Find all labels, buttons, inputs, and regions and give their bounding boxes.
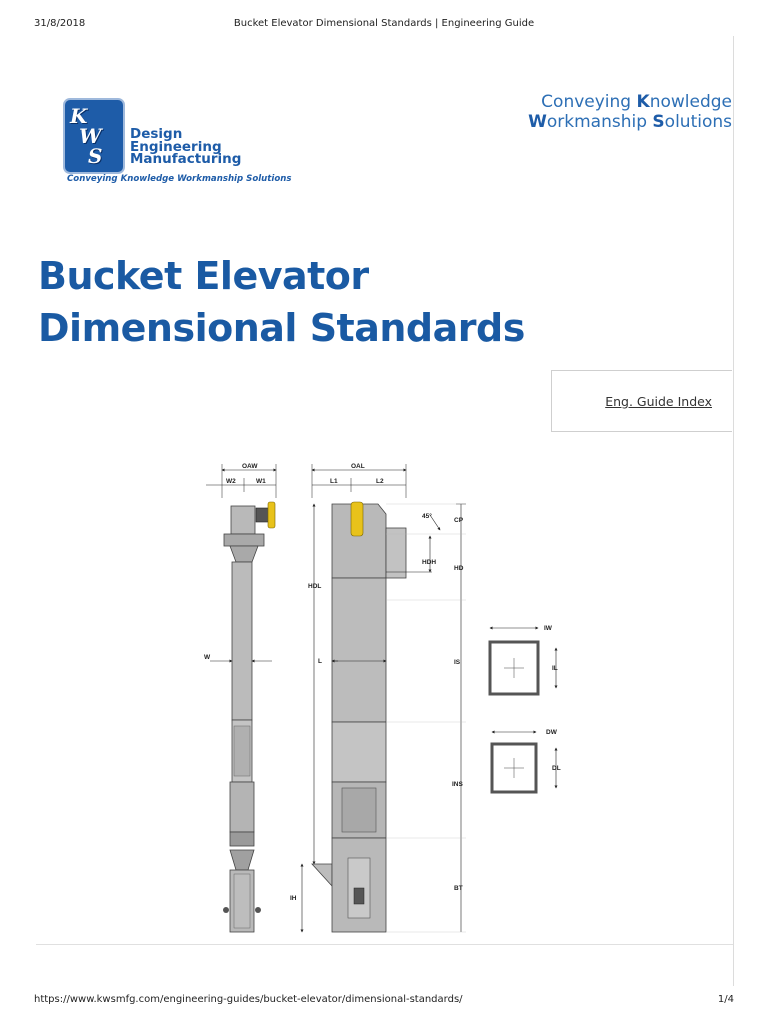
inlet-cross-section: [490, 625, 558, 694]
side-view: [223, 502, 275, 932]
drive-motor: [351, 502, 363, 536]
label-dw: DW: [546, 729, 557, 736]
label-hdl: HDL: [308, 583, 322, 590]
page-title-line-2: Dimensional Standards: [38, 306, 525, 350]
print-page-number: 1/4: [717, 994, 734, 1005]
tagline-line-2: Workmanship Solutions: [528, 112, 732, 132]
inlet-chute: [312, 864, 332, 886]
inspection-section: [332, 722, 386, 782]
label-oaw: OAW: [242, 463, 258, 470]
label-bt: BT: [454, 885, 463, 892]
label-dl: DL: [552, 765, 561, 772]
content-bottom-rule: [36, 944, 733, 945]
label-w: W: [204, 654, 211, 661]
label-l2: L2: [376, 478, 384, 485]
intermediate-section: [332, 578, 386, 722]
print-header: [34, 18, 734, 32]
kws-badge: [63, 98, 125, 174]
label-w2: W2: [226, 478, 236, 485]
label-il: IL: [552, 665, 558, 672]
label-is: IS: [454, 659, 461, 666]
bucket-elevator-drawing: [196, 458, 576, 938]
logo-word-manufacturing: Manufacturing: [130, 151, 242, 167]
kws-monogram: K W S: [70, 104, 102, 168]
guide-index-box: [551, 370, 732, 432]
label-l: L: [318, 658, 322, 665]
print-footer: [34, 994, 734, 1008]
print-page-title: Bucket Elevator Dimensional Standards | Engineering Guide: [233, 18, 535, 29]
print-date: 31/8/2018: [34, 18, 86, 29]
front-view: [312, 502, 406, 932]
page-title-line-1: Bucket Elevator: [38, 254, 369, 298]
logo-word-design: Design: [130, 126, 183, 142]
site-tagline: [528, 92, 732, 132]
logo-tagline: Conveying Knowledge Workmanship Solutions: [67, 174, 292, 184]
tagline-line-1: Conveying Knowledge: [541, 92, 732, 112]
page-title: [38, 250, 525, 354]
eng-guide-index-link[interactable]: Eng. Guide Index: [605, 394, 712, 409]
logo-wordmark: [130, 128, 241, 166]
side-motor-guard: [268, 502, 275, 528]
label-w1: W1: [256, 478, 266, 485]
label-angle-45: 45°: [422, 513, 432, 520]
label-iw: IW: [544, 625, 552, 632]
label-l1: L1: [330, 478, 338, 485]
label-hdh: HDH: [422, 559, 437, 566]
label-oal: OAL: [351, 463, 365, 470]
label-cp: CP: [454, 517, 464, 524]
discharge-cross-section: [492, 729, 561, 792]
label-hd: HD: [454, 565, 464, 572]
logo-word-engineering: Engineering: [130, 138, 222, 155]
kws-logo[interactable]: [63, 98, 303, 190]
label-ih: IH: [290, 895, 297, 902]
label-ins: INS: [452, 781, 463, 788]
page-right-border: [733, 36, 734, 986]
print-url: https://www.kwsmfg.com/engineering-guides/bucket-elevator/dimensional-standards/: [34, 994, 463, 1005]
